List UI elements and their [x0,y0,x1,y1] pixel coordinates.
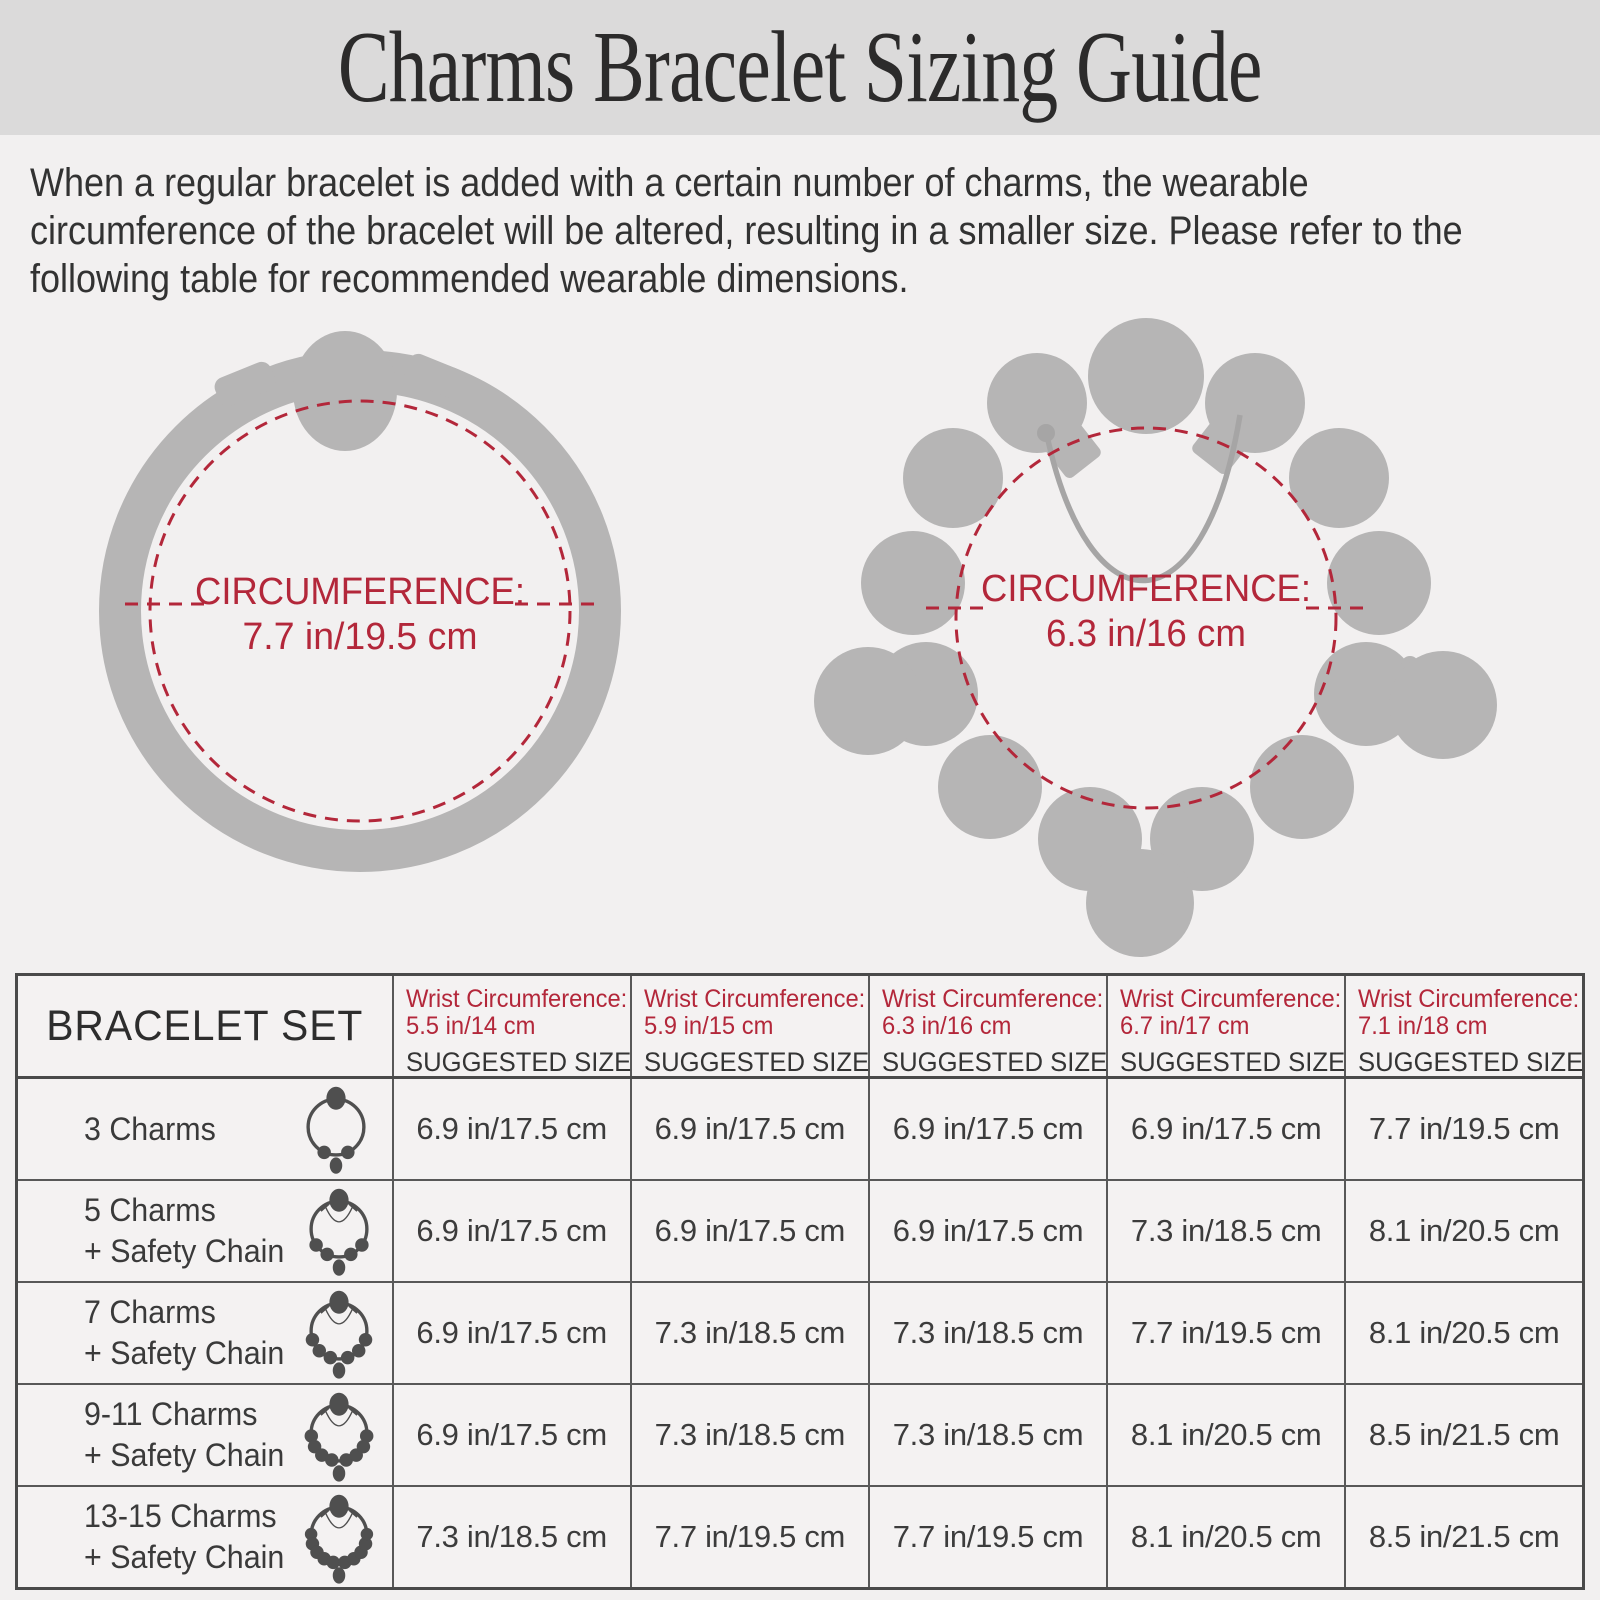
size-value: 6.9 in/17.5 cm [393,1282,631,1384]
size-value: 7.7 in/19.5 cm [869,1486,1107,1589]
column-header-wrist-18cm: Wrist Circumference: 7.1 in/18 cm SUGGESTED SIZE [1345,975,1583,1078]
table-header-row [17,975,1584,1078]
dangle-charm [1389,651,1497,759]
page-title: Charms Bracelet Sizing Guide [338,11,1262,124]
size-value: 6.9 in/17.5 cm [869,1078,1107,1181]
set-cell [17,1180,393,1282]
size-value: 7.3 in/18.5 cm [869,1384,1107,1486]
intro-line: When a regular bracelet is added with a certain number of charms, the wearable [30,161,1309,205]
set-label: 5 Charms [84,1192,216,1228]
bracelet-7-charms-safety-chain-icon [295,1283,383,1383]
set-label-2: + Safety Chain [84,1539,285,1575]
size-value: 7.7 in/19.5 cm [631,1486,869,1589]
size-value: 6.9 in/17.5 cm [869,1180,1107,1282]
set-label: 3 Charms [84,1110,216,1147]
set-label-2: + Safety Chain [84,1335,285,1371]
size-value: 8.1 in/20.5 cm [1107,1486,1345,1589]
set-label: 7 Charms [84,1294,216,1330]
intro-paragraph [0,135,1600,303]
sizing-table [15,973,1585,1590]
table-row [17,1384,1584,1486]
bracelet-set-header-cell [17,975,393,1078]
set-cell [17,1384,393,1486]
bracelet-9-11-charms-safety-chain-icon [295,1385,383,1485]
intro-line: following table for recommended wearable dimensions. [30,257,909,301]
set-cell [17,1282,393,1384]
size-value: 8.5 in/21.5 cm [1345,1486,1583,1589]
circumference-label: CIRCUMFERENCE: [981,568,1311,610]
dangle-charm [814,647,922,755]
column-header-wrist-17cm: Wrist Circumference: 6.7 in/17 cm SUGGESTED SIZE [1107,975,1345,1078]
size-value: 8.1 in/20.5 cm [1345,1282,1583,1384]
table-row [17,1282,1584,1384]
size-value: 7.3 in/18.5 cm [1107,1180,1345,1282]
charm-bracelet-illustration [788,303,1512,965]
size-value: 6.9 in/17.5 cm [1107,1078,1345,1181]
size-value: 7.7 in/19.5 cm [1345,1078,1583,1181]
size-value: 8.5 in/21.5 cm [1345,1384,1583,1486]
bracelet-5-charms-safety-chain-icon [295,1181,383,1281]
column-header-wrist-15cm: Wrist Circumference: 5.9 in/15 cm SUGGESTED SIZE [631,975,869,1078]
dangle-charm [1086,849,1194,957]
bracelet-illustrations [0,303,1600,955]
set-cell [17,1486,393,1589]
set-label-2: + Safety Chain [84,1233,285,1269]
bracelet-13-15-charms-safety-chain-icon [295,1487,383,1587]
size-value: 8.1 in/20.5 cm [1345,1180,1583,1282]
circumference-label: CIRCUMFERENCE: [195,571,525,613]
size-value: 6.9 in/17.5 cm [631,1180,869,1282]
size-value: 7.3 in/18.5 cm [631,1282,869,1384]
table-row [17,1180,1584,1282]
plain-bracelet-illustration [55,321,715,921]
size-value: 7.3 in/18.5 cm [393,1486,631,1589]
size-value: 7.3 in/18.5 cm [631,1384,869,1486]
bracelet-3-charms-icon [292,1079,380,1179]
column-header-wrist-16cm: Wrist Circumference: 6.3 in/16 cm SUGGESTED SIZE [869,975,1107,1078]
size-value: 8.1 in/20.5 cm [1107,1384,1345,1486]
set-label: 13-15 Charms [84,1498,277,1534]
intro-line: circumference of the bracelet will be altered, resulting in a smaller size. Please refer to the [30,209,1463,253]
set-label: 9-11 Charms [84,1396,258,1432]
size-value: 6.9 in/17.5 cm [631,1078,869,1181]
set-label-2: + Safety Chain [84,1437,285,1473]
table-row [17,1486,1584,1589]
column-header-wrist-14cm: Wrist Circumference: 5.5 in/14 cm SUGGESTED SIZE [393,975,631,1078]
circumference-value: 7.7 in/19.5 cm [242,616,478,658]
size-value: 6.9 in/17.5 cm [393,1384,631,1486]
size-value: 7.7 in/19.5 cm [1107,1282,1345,1384]
size-value: 6.9 in/17.5 cm [393,1180,631,1282]
set-cell [17,1078,393,1181]
size-value: 7.3 in/18.5 cm [869,1282,1107,1384]
table-row [17,1078,1584,1181]
clasp-bead [293,331,397,451]
circumference-value: 6.3 in/16 cm [1046,613,1246,655]
bracelet-set-header: BRACELET SET [46,1001,364,1050]
size-value: 6.9 in/17.5 cm [393,1078,631,1181]
header-band [0,0,1600,135]
